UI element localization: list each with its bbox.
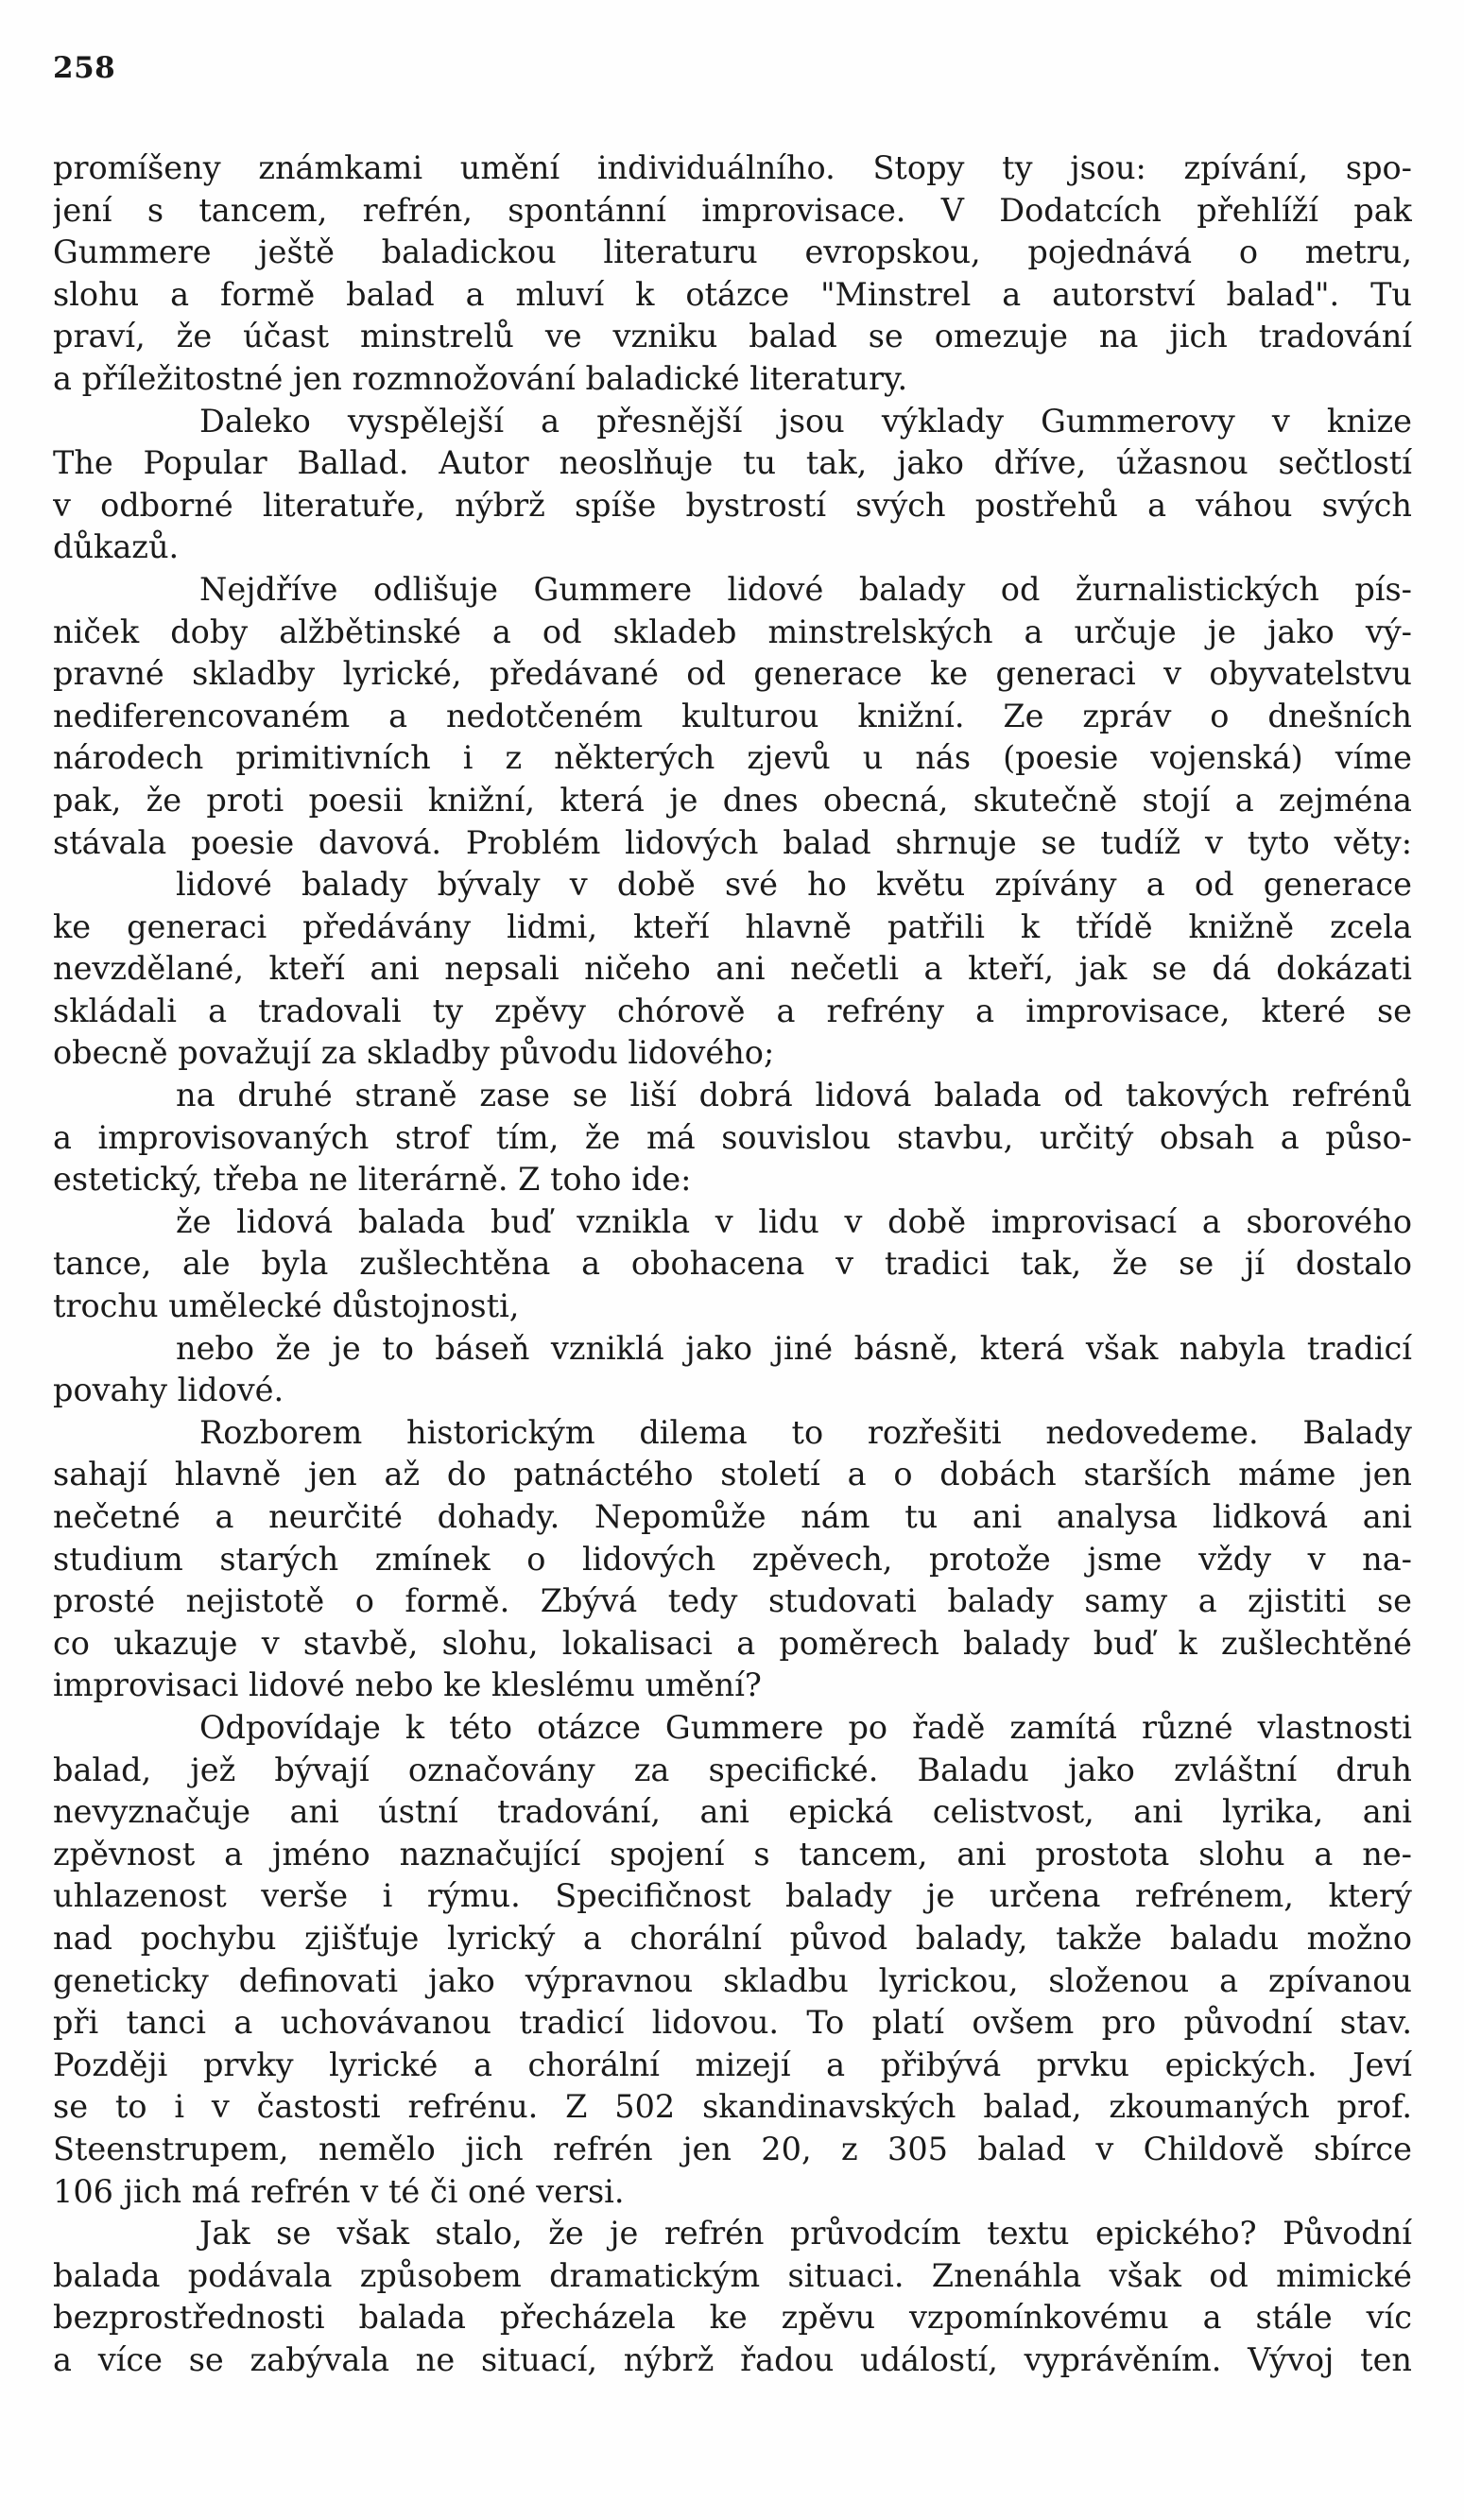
- text-line: Nejdříve odlišuje Gummere lidové balady od žurnalistických pís-: [199, 570, 1412, 608]
- text-line: zpěvnost a jméno naznačující spojení s tancem, ani prostota slohu a ne-: [53, 1835, 1412, 1873]
- text-line: nebo že je to báseň vzniklá jako jiné básně, která však nabyla tradicí: [176, 1329, 1412, 1367]
- text-line: nad pochybu zjišťuje lyrický a chorální původ balady, takže baladu možno: [53, 1919, 1412, 1957]
- text-line: lidové balady bývaly v době své ho květu zpívány a od generace: [176, 866, 1412, 904]
- text-line: nevyznačuje ani ústní tradování, ani epická celistvost, ani lyrika, ani: [53, 1793, 1412, 1831]
- text-line: slohu a formě balad a mluví k otázce "Minstrel a autorství balad". Tu: [53, 275, 1412, 313]
- text-line: trochu umělecké důstojnosti,: [53, 1287, 520, 1325]
- text-line: balada podávala způsobem dramatickým situaci. Znenáhla však od mimické: [53, 2256, 1412, 2294]
- text-line: při tanci a uchovávanou tradicí lidovou. To platí ovšem pro původní stav.: [53, 2004, 1412, 2042]
- text-line: promíšeny známkami umění individuálního. Stopy ty jsou: zpívání, spo-: [53, 149, 1412, 186]
- text-line: Daleko vyspělejší a přesnější jsou výklady Gummerovy v knize: [199, 402, 1412, 440]
- text-line: Jak se však stalo, že je refrén průvodcím textu epického? Původní: [199, 2215, 1412, 2252]
- page-number: 258: [53, 51, 116, 85]
- text-line: stávala poesie davová. Problém lidových balad shrnuje se tudíž v tyto věty:: [53, 823, 1412, 861]
- text-line: estetický, třeba ne literárně. Z toho ide:: [53, 1161, 692, 1199]
- text-line: povahy lidové.: [53, 1372, 284, 1409]
- text-line: Gummere ještě baladickou literaturu evropskou, pojednává o metru,: [53, 233, 1412, 271]
- text-line: praví, že účast minstrelů ve vzniku balad se omezuje na jich tradování: [53, 318, 1412, 355]
- text-line: pak, že proti poesii knižní, která je dnes obecná, skutečně stojí a zejména: [53, 781, 1412, 819]
- text-line: studium starých zmínek o lidových zpěvech, protože jsme vždy v na-: [53, 1540, 1412, 1578]
- text-line: nevzdělané, kteří ani nepsali ničeho ani nečetli a kteří, jak se dá dokázati: [53, 950, 1412, 988]
- text-line: obecně považují za skladby původu lidového;: [53, 1034, 775, 1072]
- text-line: Steenstrupem, nemělo jich refrén jen 20, z 305 balad v Childově sbírce: [53, 2130, 1412, 2167]
- text-line: a příležitostné jen rozmnožování baladické literatury.: [53, 359, 908, 397]
- body-text: [53, 147, 1412, 2381]
- text-line: niček doby alžbětinské a od skladeb minstrelských a určuje je jako vý-: [53, 613, 1412, 650]
- text-line: nediferencovaném a nedotčeném kulturou knižní. Ze zpráv o dnešních: [53, 697, 1412, 734]
- text-line: na druhé straně zase se liší dobrá lidová balada od takových refrénů: [176, 1077, 1412, 1114]
- text-line: důkazů.: [53, 528, 180, 566]
- text-line: Rozborem historickým dilema to rozřešiti nedovedeme. Balady: [199, 1413, 1412, 1451]
- text-line: pravné skladby lyrické, předávané od generace ke generaci v obyvatelstvu: [53, 655, 1412, 693]
- text-line: The Popular Ballad. Autor neoslňuje tu tak, jako dříve, úžasnou sečtlostí: [53, 444, 1412, 482]
- text-line: v odborné literatuře, nýbrž spíše bystrostí svých postřehů a váhou svých: [53, 486, 1412, 524]
- text-line: tance, ale byla zušlechtěna a obohacena v tradici tak, že se jí dostalo: [53, 1245, 1412, 1283]
- text-line: Odpovídaje k této otázce Gummere po řadě zamítá různé vlastnosti: [199, 1708, 1412, 1746]
- text-line: bezprostřednosti balada přecházela ke zpěvu vzpomínkovému a stále víc: [53, 2299, 1412, 2337]
- text-line: 106 jich má refrén v té či oné versi.: [53, 2172, 625, 2210]
- text-line: nečetné a neurčité dohady. Nepomůže nám tu ani analysa lidková ani: [53, 1498, 1412, 1535]
- text-line: že lidová balada buď vznikla v lidu v době improvisací a sborového: [176, 1202, 1412, 1240]
- text-line: jení s tancem, refrén, spontánní improvisace. V Dodatcích přehlíží pak: [53, 191, 1412, 229]
- text-line: Později prvky lyrické a chorální mizejí a přibývá prvku epických. Jeví: [53, 2045, 1412, 2083]
- text-line: geneticky definovati jako výpravnou skladbu lyrickou, složenou a zpívanou: [53, 1961, 1412, 1999]
- text-line: ke generaci předávány lidmi, kteří hlavně patřili k třídě knižně zcela: [53, 907, 1412, 945]
- text-line: národech primitivních i z některých zjevů u nás (poesie vojenská) víme: [53, 739, 1412, 777]
- text-line: prosté nejistotě o formě. Zbývá tedy studovati balady samy a zjistiti se: [53, 1582, 1412, 1620]
- text-line: balad, jež bývají označovány za specifické. Baladu jako zvláštní druh: [53, 1751, 1412, 1788]
- text-line: co ukazuje v stavbě, slohu, lokalisaci a poměrech balady buď k zušlechtěné: [53, 1624, 1412, 1662]
- text-line: se to i v častosti refrénu. Z 502 skandinavských balad, zkoumaných prof.: [53, 2088, 1412, 2126]
- text-line: uhlazenost verše i rýmu. Specifičnost balady je určena refrénem, který: [53, 1877, 1412, 1915]
- text-line: sahají hlavně jen až do patnáctého století a o dobách starších máme jen: [53, 1456, 1412, 1493]
- text-line: a více se zabývala ne situací, nýbrž řadou událostí, vyprávěním. Vývoj ten: [53, 2340, 1412, 2378]
- text-line: skládali a tradovali ty zpěvy chórově a refrény a improvisace, které se: [53, 992, 1412, 1029]
- text-line: a improvisovaných strof tím, že má souvislou stavbu, určitý obsah a půso-: [53, 1118, 1412, 1156]
- text-line: improvisaci lidové nebo ke kleslému umění?: [53, 1666, 762, 1704]
